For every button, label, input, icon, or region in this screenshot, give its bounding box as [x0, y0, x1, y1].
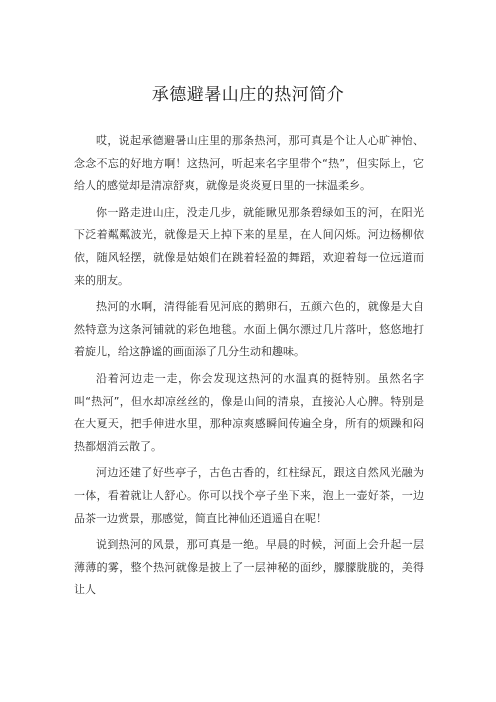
paragraph-5: 河边还建了好些亭子，古色古香的，红柱绿瓦，跟这自然风光融为一体，看着就让人舒心。你可以找个亭子坐下来，泡上一壶好茶，一边品茶一边赏景，那感觉，简直比神仙还逍遥自在呢！: [74, 466, 424, 525]
paragraph-4: 沿着河边走一走，你会发现这热河的水温真的挺特别。虽然名字叫“热河”，但水却凉丝丝的，像是山间的清泉，直接沁人心脾。特别是在大夏天，把手伸进水里，那种凉爽感瞬间传遍全身，所有的烦躁和闷热都烟消云散了。: [74, 371, 424, 453]
document-body: [74, 130, 424, 606]
paragraph-3: 热河的水啊，清得能看见河底的鹅卵石，五颜六色的，就像是大自然特意为这条河铺就的彩色地毯。水面上偶尔漂过几片落叶，悠悠地打着旋儿，给这静谧的画面添了几分生动和趣味。: [74, 300, 424, 359]
paragraph-2: 你一路走进山庄，没走几步，就能瞅见那条碧绿如玉的河，在阳光下泛着粼粼波光，就像是天上掉下来的星星，在人间闪烁。河边杨柳依依，随风轻摆，就像是姑娘们在跳着轻盈的舞蹈，欢迎着每一位远道而来的朋友。: [74, 205, 424, 287]
document-title: 承德避暑山庄的热河简介: [151, 85, 345, 105]
paragraph-1: 哎，说起承德避暑山庄里的那条热河，那可真是个让人心旷神怡、念念不忘的好地方啊！这热河，听起来名字里带个“热”，但实际上，它给人的感觉却是清凉舒爽，就像是炎炎夏日里的一抹温柔乡。: [74, 134, 424, 193]
paragraph-6: 说到热河的风景，那可真是一绝。早晨的时候，河面上会升起一层薄薄的雾，整个热河就像是披上了一层神秘的面纱，朦朦胧胧的，美得让人: [74, 538, 424, 597]
